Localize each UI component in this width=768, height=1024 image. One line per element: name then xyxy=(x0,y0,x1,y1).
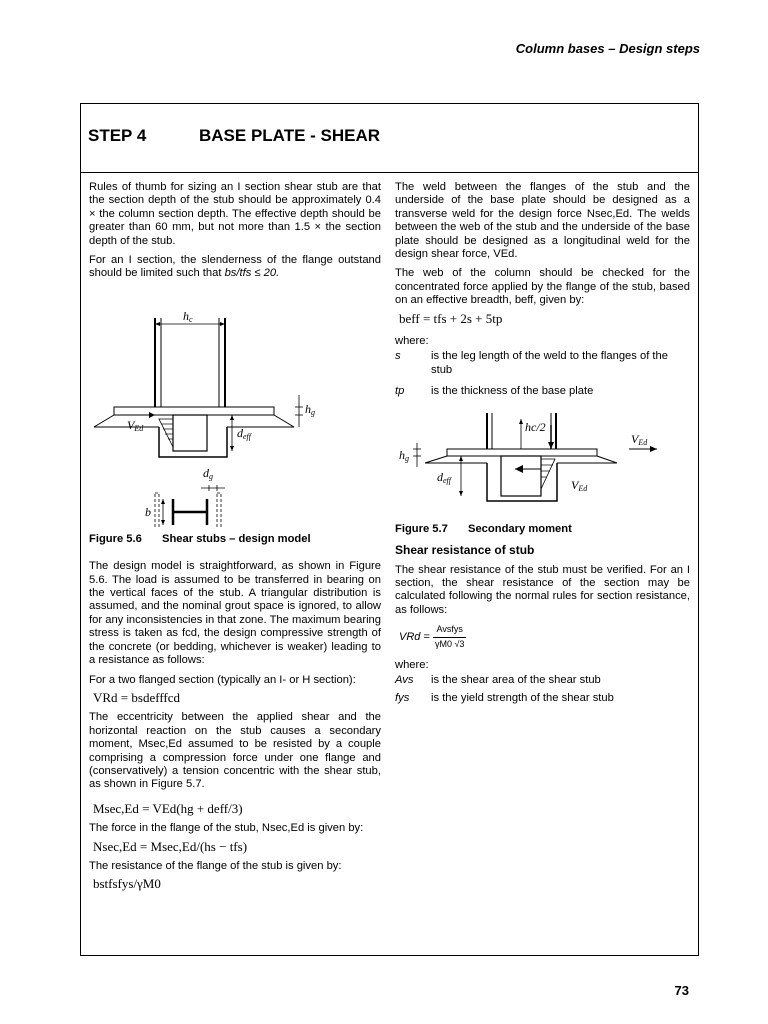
slenderness-formula: bs/tfs ≤ 20. xyxy=(224,267,280,280)
right-paragraph-2: The web of the column should be checked for the concentrated force applied by the flange of the stub, based on an effective breadth, beff, given by: xyxy=(395,267,690,307)
running-header: Column bases – Design steps xyxy=(515,41,700,56)
fig57-ved-label: VEd xyxy=(631,431,648,447)
where-s xyxy=(395,350,690,377)
vrd-numerator: Avsfys xyxy=(433,623,466,637)
figure-5-6-shear-stub-diagram xyxy=(89,287,381,527)
fig57-hg-label: hg xyxy=(399,447,409,463)
right-paragraph-1: The weld between the flanges of the stub and the underside of the base plate should be designed as a transverse weld for the design force Nsec,Ed. The welds between the web of the stub and the underside of the base plate should be designed as a longitudinal weld for the design shear force, VEd. xyxy=(395,181,690,261)
step-title: BASE PLATE - SHEAR xyxy=(199,126,381,145)
plan-column-flange-left xyxy=(155,493,159,527)
fig57-deff-label: deff xyxy=(437,469,451,485)
concrete-surface xyxy=(94,415,294,427)
symbol-fys: fys xyxy=(395,691,410,704)
fig56-hc-label: hc xyxy=(183,308,193,324)
definition-avs: is the shear area of the shear stub xyxy=(431,674,601,687)
figure-5-6-number: Figure 5.6 xyxy=(89,532,142,545)
where-avs xyxy=(395,674,690,687)
fig56-hg-label: hg xyxy=(305,401,315,417)
symbol-avs: Avs xyxy=(395,674,414,687)
left-paragraph-6: The force in the flange of the stub, Nsec,Ed is given by: xyxy=(89,822,364,835)
shear-stub xyxy=(173,415,207,451)
left-paragraph-3: The design model is straightforward, as shown in Figure 5.6. The load is assumed to be transferred in bearing on the vertical faces of the stub. A triangular distribution is assumed, and the nominal grout space is ignored, to allow for any inconsistencies in that zone. The maximum bearing stress is taken as fcd, the design compressive strength of the concrete (or bedding, whichever is weaker) leading to a resistance as follows: xyxy=(89,560,381,667)
fig57-ved-stub-label: VEd xyxy=(571,477,588,493)
left-paragraph-2 xyxy=(89,254,381,281)
step-number: STEP 4 xyxy=(88,126,147,145)
equation-nsec: Nsec,Ed = Msec,Ed/(hs − tfs) xyxy=(93,838,248,854)
figure-5-7-title: Secondary moment xyxy=(468,522,572,535)
plan-column-flange-right xyxy=(217,493,221,527)
fig56-deff-label: deff xyxy=(237,425,251,441)
left-paragraph-7: The resistance of the flange of the stub is given by: xyxy=(89,859,342,872)
shear-resistance-subheading: Shear resistance of stub xyxy=(395,543,535,558)
fig56-b-label: b xyxy=(145,504,151,519)
base-plate xyxy=(114,407,274,415)
equation-msec: Msec,Ed = VEd(hg + deff/3) xyxy=(93,800,243,816)
where-label-2: where: xyxy=(395,658,429,671)
bearing-stress-triangle xyxy=(159,419,173,447)
where-label-1: where: xyxy=(395,335,429,348)
figure-5-7-secondary-moment-diagram xyxy=(395,409,690,519)
slenderness-text: For an I section, the slenderness of the flange outstand should be limited such that xyxy=(89,254,381,280)
vrd-fraction xyxy=(433,623,466,651)
figure-5-6-title: Shear stubs – design model xyxy=(162,532,311,545)
left-paragraph-1: Rules of thumb for sizing an I section shear stub are that the section depth of the stub should be approximately 0.4 × the column section depth. The effective depth should be greater than 60 mm, but not more than 1.5 × the section depth of the stub. xyxy=(89,181,381,247)
fig56-ved-label: VEd xyxy=(127,417,144,433)
left-paragraph-4: For a two flanged section (typically an I- or H section): xyxy=(89,673,356,686)
step-frame xyxy=(80,103,699,956)
right-paragraph-3: The shear resistance of the stub must be verified. For an I section, the shear resistance of the section may be calculated following the normal rules for section resistance, as follows: xyxy=(395,563,690,616)
equation-vrd-stub: VRd = bsdefffcd xyxy=(93,689,181,705)
symbol-tp: tp xyxy=(395,385,405,398)
equation-flange-resistance: bstfsfys/γM0 xyxy=(93,876,161,892)
fig57-base-plate xyxy=(447,449,597,456)
fig57-hc2-label: hc/2 xyxy=(525,419,546,434)
definition-fys: is the yield strength of the shear stub xyxy=(431,691,614,704)
right-column xyxy=(395,181,690,709)
fig56-dg-label: dg xyxy=(203,465,213,481)
fig57-shear-stub xyxy=(501,456,541,496)
figure-5-6-caption xyxy=(89,533,381,546)
definition-tp: is the thickness of the base plate xyxy=(431,385,594,398)
grout-pocket xyxy=(159,427,227,457)
equation-beff: beff = tfs + 2s + 5tp xyxy=(399,310,503,326)
figure-5-7-caption xyxy=(395,523,690,536)
step-title-band xyxy=(81,104,698,173)
vrd-symbol: VRd xyxy=(399,630,421,643)
page-number: 73 xyxy=(674,983,689,998)
definition-s: is the leg length of the weld to the flanges of the stub xyxy=(431,350,668,376)
symbol-s: s xyxy=(395,350,401,363)
vrd-denominator: γM0 √3 xyxy=(434,638,465,649)
left-column xyxy=(89,181,381,898)
figure-5-7-number: Figure 5.7 xyxy=(395,522,448,535)
where-tp xyxy=(395,385,690,398)
left-paragraph-5: The eccentricity between the applied shear and the horizontal reaction on the stub causes a secondary moment, Msec,Ed assumed to be resisted by a couple comprising a compression force under one flange and (conservatively) a tension concentric with the shear stub, as shown in Figure 5.7. xyxy=(89,711,381,791)
where-fys xyxy=(395,692,690,705)
equation-vrd-section: VRd = $\frac{\text{Avsfys}}{\gamma M0 √3}$ xyxy=(399,623,690,651)
